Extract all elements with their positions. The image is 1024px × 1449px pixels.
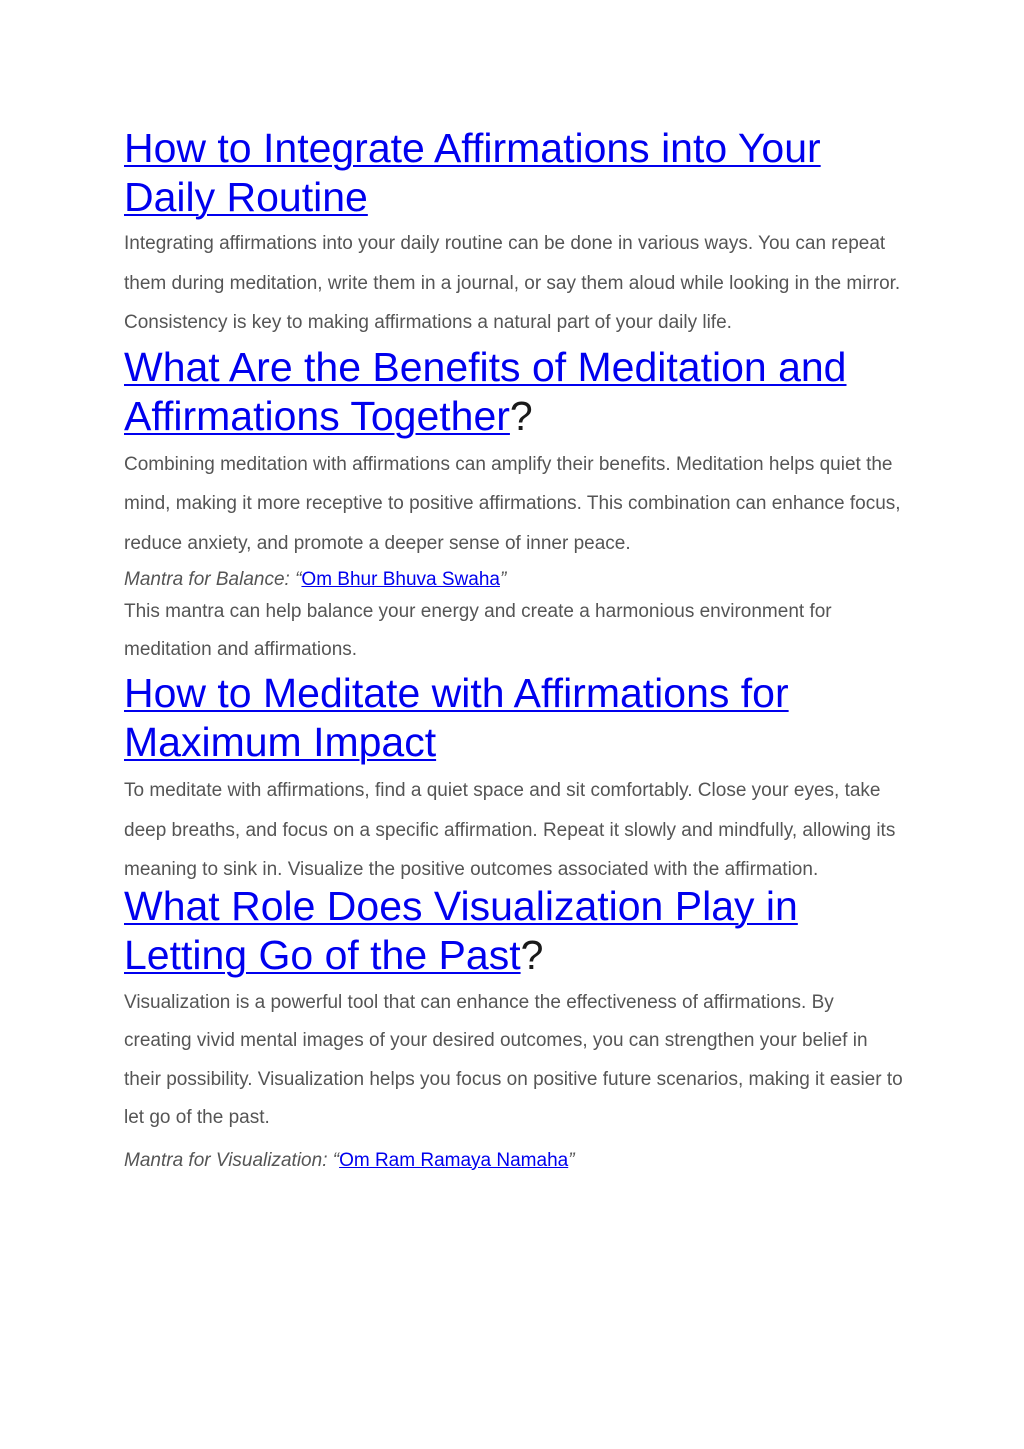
article-content [124, 124, 904, 1174]
heading-link-benefits[interactable]: What Are the Benefits of Meditation and Affirmations Together [124, 343, 847, 439]
section-heading-meditate [124, 669, 904, 767]
mantra-balance [124, 567, 904, 593]
paragraph-mantra-balance: This mantra can help balance your energy and create a harmonious environment for meditation and affirmations. [124, 601, 832, 660]
paragraph-benefits: Combining meditation with affirmations can amplify their benefits. Meditation helps quiet the mind, making it more receptive to positive affirmations. This combination can enhance focus, reduce anxiety, and promote a deeper sense of inner peace. [124, 453, 901, 554]
mantra-link-balance[interactable]: Om Bhur Bhuva Swaha [301, 569, 500, 590]
section-heading-visualization [124, 882, 904, 980]
mantra-prefix: Mantra for Balance: “ [124, 569, 302, 590]
heading-suffix: ? [509, 392, 533, 439]
paragraph-integrate: Integrating affirmations into your daily routine can be done in various ways. You can repeat them during meditation, write them in a journal, or say them aloud while looking in the mirror. Consistency is key to making affirmations a natural part of your daily life. [124, 233, 901, 333]
heading-link-visualization[interactable]: What Role Does Visualization Play in Letting Go of the Past [124, 882, 798, 978]
mantra-link-visualization[interactable]: Om Ram Ramaya Namaha [339, 1149, 569, 1171]
heading-link-integrate[interactable]: How to Integrate Affirmations into Your Daily Routine [124, 125, 821, 220]
mantra-suffix: ” [568, 1149, 575, 1171]
heading-link-meditate[interactable]: How to Meditate with Affirmations for Maximum Impact [124, 670, 789, 765]
section-heading-benefits [124, 343, 904, 441]
mantra-prefix: Mantra for Visualization: “ [124, 1149, 340, 1171]
paragraph-visualization: Visualization is a powerful tool that can enhance the effectiveness of affirmations. By creating vivid mental images of your desired outcomes, you can strengthen your belief in their possibility. Visualization helps you focus on positive future scenarios, making it easier to let go of the past. [124, 991, 903, 1128]
heading-suffix: ? [520, 931, 544, 978]
mantra-visualization [124, 1148, 904, 1174]
section-heading-integrate [124, 124, 904, 222]
mantra-suffix: ” [499, 569, 507, 590]
paragraph-meditate: To meditate with affirmations, find a quiet space and sit comfortably. Close your eyes, take deep breaths, and focus on a specific affirmation. Repeat it slowly and mindfully, allowing its meaning to sink in. Visualize the positive outcomes associated with the affirmation. [124, 780, 896, 880]
